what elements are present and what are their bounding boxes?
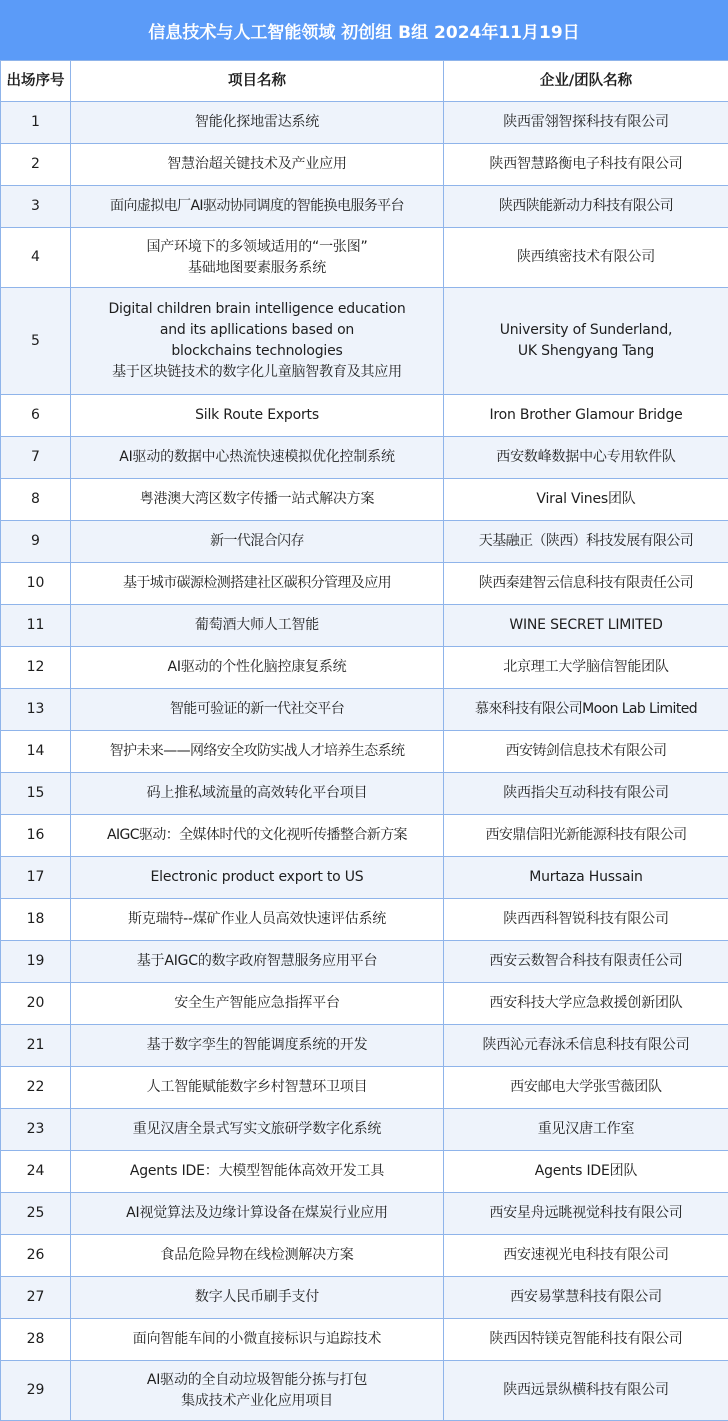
row-project-name: [71, 395, 444, 437]
project-name-line: 智慧治超关键技术及产业应用: [73, 154, 441, 175]
row-order-number: 25: [1, 1193, 71, 1235]
table-row: [1, 1193, 728, 1235]
project-name-line: 码上推私域流量的高效转化平台项目: [73, 783, 441, 804]
project-name-line: 基于区块链技术的数字化儿童脑智教育及其应用: [73, 362, 441, 383]
row-team-name: [444, 521, 728, 563]
row-project-name: [71, 1025, 444, 1067]
header-order: 出场序号: [1, 61, 71, 102]
project-name-line: 集成技术产业化应用项目: [73, 1391, 441, 1412]
row-project-name: [71, 479, 444, 521]
row-team-name: [444, 857, 728, 899]
row-order-number: 11: [1, 605, 71, 647]
table-row: [1, 395, 728, 437]
project-name-line: 新一代混合闪存: [73, 531, 441, 552]
row-project-name: [71, 228, 444, 288]
table-row: [1, 857, 728, 899]
team-name-line: 重见汉唐工作室: [446, 1119, 726, 1140]
row-project-name: [71, 144, 444, 186]
row-order-number: 21: [1, 1025, 71, 1067]
row-order-number: 9: [1, 521, 71, 563]
table-row: [1, 1319, 728, 1361]
project-name-line: AI视觉算法及边缘计算设备在煤炭行业应用: [73, 1203, 441, 1224]
team-name-line: 陕西智慧路衡电子科技有限公司: [446, 154, 726, 175]
table-row: [1, 773, 728, 815]
project-name-line: Agents IDE：大模型智能体高效开发工具: [73, 1161, 441, 1182]
row-project-name: [71, 563, 444, 605]
row-project-name: [71, 1235, 444, 1277]
row-team-name: [444, 1361, 728, 1421]
row-team-name: [444, 647, 728, 689]
table-row: [1, 144, 728, 186]
team-name-line: 陕西因特镁克智能科技有限公司: [446, 1329, 726, 1350]
project-name-line: 面向虚拟电厂AI驱动协同调度的智能换电服务平台: [73, 196, 441, 217]
team-name-line: Agents IDE团队: [446, 1161, 726, 1182]
row-order-number: 7: [1, 437, 71, 479]
project-name-line: 智护未来——网络安全攻防实战人才培养生态系统: [73, 741, 441, 762]
row-team-name: [444, 815, 728, 857]
row-order-number: 1: [1, 102, 71, 144]
row-project-name: [71, 186, 444, 228]
row-project-name: [71, 1193, 444, 1235]
row-order-number: 8: [1, 479, 71, 521]
team-name-line: Murtaza Hussain: [446, 867, 726, 888]
row-project-name: [71, 288, 444, 395]
row-team-name: [444, 228, 728, 288]
table-row: [1, 731, 728, 773]
row-order-number: 2: [1, 144, 71, 186]
row-order-number: 17: [1, 857, 71, 899]
project-name-line: blockchains technologies: [73, 341, 441, 362]
team-name-line: WINE SECRET LIMITED: [446, 615, 726, 636]
project-name-line: Silk Route Exports: [73, 405, 441, 426]
team-name-line: 西安鼎信阳光新能源科技有限公司: [446, 825, 726, 846]
row-project-name: [71, 899, 444, 941]
row-team-name: [444, 1277, 728, 1319]
row-order-number: 6: [1, 395, 71, 437]
project-name-line: 食品危险异物在线检测解决方案: [73, 1245, 441, 1266]
team-name-line: UK Shengyang Tang: [446, 341, 726, 362]
row-team-name: [444, 899, 728, 941]
table-row: [1, 1361, 728, 1421]
table-row: [1, 1151, 728, 1193]
project-name-line: 人工智能赋能数字乡村智慧环卫项目: [73, 1077, 441, 1098]
row-team-name: [444, 563, 728, 605]
row-team-name: [444, 1319, 728, 1361]
row-order-number: 16: [1, 815, 71, 857]
team-name-line: 陕西西科智锐科技有限公司: [446, 909, 726, 930]
project-name-line: 国产环境下的多领域适用的“一张图”: [73, 237, 441, 258]
row-project-name: [71, 983, 444, 1025]
team-name-line: 慕來科技有限公司Moon Lab Limited: [446, 699, 726, 720]
team-name-line: 西安数峰数据中心专用软件队: [446, 447, 726, 468]
table-row: [1, 1025, 728, 1067]
table-row: [1, 1235, 728, 1277]
table-row: [1, 1109, 728, 1151]
table-row: [1, 479, 728, 521]
row-team-name: [444, 1151, 728, 1193]
row-project-name: [71, 1109, 444, 1151]
project-name-line: and its apllications based on: [73, 320, 441, 341]
row-project-name: [71, 1361, 444, 1421]
team-name-line: Viral Vines团队: [446, 489, 726, 510]
row-project-name: [71, 102, 444, 144]
row-order-number: 13: [1, 689, 71, 731]
table-row: [1, 983, 728, 1025]
project-name-line: AI驱动的个性化脑控康复系统: [73, 657, 441, 678]
row-project-name: [71, 941, 444, 983]
team-name-line: 陕西秦建智云信息科技有限责任公司: [446, 573, 726, 594]
row-team-name: [444, 186, 728, 228]
row-order-number: 19: [1, 941, 71, 983]
row-order-number: 26: [1, 1235, 71, 1277]
team-name-line: 西安星舟远眺视觉科技有限公司: [446, 1203, 726, 1224]
row-order-number: 14: [1, 731, 71, 773]
row-order-number: 15: [1, 773, 71, 815]
table-row: [1, 563, 728, 605]
project-name-line: 葡萄酒大师人工智能: [73, 615, 441, 636]
row-team-name: [444, 731, 728, 773]
team-name-line: 陕西缜密技术有限公司: [446, 247, 726, 268]
team-name-line: 西安云数智合科技有限责任公司: [446, 951, 726, 972]
row-team-name: [444, 1067, 728, 1109]
row-order-number: 28: [1, 1319, 71, 1361]
project-name-line: 数字人民币刷手支付: [73, 1287, 441, 1308]
row-project-name: [71, 857, 444, 899]
row-team-name: [444, 395, 728, 437]
project-name-line: AI驱动的全自动垃圾智能分拣与打包: [73, 1370, 441, 1391]
row-project-name: [71, 521, 444, 563]
row-project-name: [71, 1067, 444, 1109]
table-row: [1, 605, 728, 647]
project-name-line: 智能化探地雷达系统: [73, 112, 441, 133]
table-row: [1, 1067, 728, 1109]
project-name-line: 智能可验证的新一代社交平台: [73, 699, 441, 720]
row-project-name: [71, 815, 444, 857]
row-project-name: [71, 1277, 444, 1319]
team-name-line: 陕西陕能新动力科技有限公司: [446, 196, 726, 217]
row-project-name: [71, 731, 444, 773]
table-row: [1, 1277, 728, 1319]
header-row: [1, 61, 728, 102]
table-row: [1, 815, 728, 857]
row-project-name: [71, 1151, 444, 1193]
row-team-name: [444, 1235, 728, 1277]
row-team-name: [444, 144, 728, 186]
table-row: [1, 102, 728, 144]
team-name-line: 陕西指尖互动科技有限公司: [446, 783, 726, 804]
project-name-line: 重见汉唐全景式写实文旅研学数字化系统: [73, 1119, 441, 1140]
project-name-line: 面向智能车间的小微直接标识与追踪技术: [73, 1329, 441, 1350]
project-name-line: 基于数字孪生的智能调度系统的开发: [73, 1035, 441, 1056]
table-row: [1, 647, 728, 689]
row-team-name: [444, 102, 728, 144]
row-team-name: [444, 605, 728, 647]
row-team-name: [444, 983, 728, 1025]
table-row: [1, 437, 728, 479]
table-row: [1, 899, 728, 941]
row-team-name: [444, 689, 728, 731]
team-name-line: 陕西沁元春泳禾信息科技有限公司: [446, 1035, 726, 1056]
page-title: 信息技术与人工智能领域 初创组 B组 2024年11月19日: [0, 0, 728, 60]
row-order-number: 10: [1, 563, 71, 605]
schedule-table: [0, 60, 728, 1421]
row-order-number: 18: [1, 899, 71, 941]
table-row: [1, 941, 728, 983]
row-order-number: 20: [1, 983, 71, 1025]
team-name-line: 北京理工大学脑信智能团队: [446, 657, 726, 678]
team-name-line: 陕西雷翎智探科技有限公司: [446, 112, 726, 133]
row-team-name: [444, 773, 728, 815]
table-row: [1, 288, 728, 395]
project-name-line: 粤港澳大湾区数字传播一站式解决方案: [73, 489, 441, 510]
row-team-name: [444, 437, 728, 479]
row-order-number: 4: [1, 228, 71, 288]
project-name-line: AI驱动的数据中心热流快速模拟优化控制系统: [73, 447, 441, 468]
row-order-number: 5: [1, 288, 71, 395]
row-team-name: [444, 288, 728, 395]
team-name-line: 西安速视光电科技有限公司: [446, 1245, 726, 1266]
header-project: 项目名称: [71, 61, 444, 102]
table-row: [1, 228, 728, 288]
project-name-line: AIGC驱动：全媒体时代的文化视听传播整合新方案: [73, 825, 441, 846]
row-project-name: [71, 1319, 444, 1361]
team-name-line: 天基融正（陕西）科技发展有限公司: [446, 531, 726, 552]
row-order-number: 12: [1, 647, 71, 689]
row-order-number: 3: [1, 186, 71, 228]
project-name-line: 斯克瑞特--煤矿作业人员高效快速评估系统: [73, 909, 441, 930]
row-team-name: [444, 941, 728, 983]
team-name-line: 陕西远景纵横科技有限公司: [446, 1380, 726, 1401]
team-name-line: 西安科技大学应急救援创新团队: [446, 993, 726, 1014]
team-name-line: Iron Brother Glamour Bridge: [446, 405, 726, 426]
team-name-line: 西安易掌慧科技有限公司: [446, 1287, 726, 1308]
project-name-line: 基于AIGC的数字政府智慧服务应用平台: [73, 951, 441, 972]
row-team-name: [444, 1193, 728, 1235]
row-team-name: [444, 479, 728, 521]
row-order-number: 29: [1, 1361, 71, 1421]
project-name-line: 安全生产智能应急指挥平台: [73, 993, 441, 1014]
team-name-line: University of Sunderland,: [446, 320, 726, 341]
project-name-line: Electronic product export to US: [73, 867, 441, 888]
row-project-name: [71, 437, 444, 479]
project-name-line: 基础地图要素服务系统: [73, 258, 441, 279]
row-order-number: 22: [1, 1067, 71, 1109]
table-row: [1, 521, 728, 563]
row-order-number: 23: [1, 1109, 71, 1151]
row-project-name: [71, 647, 444, 689]
row-project-name: [71, 689, 444, 731]
project-name-line: Digital children brain intelligence education: [73, 299, 441, 320]
team-name-line: 西安铸剑信息技术有限公司: [446, 741, 726, 762]
row-project-name: [71, 773, 444, 815]
team-name-line: 西安邮电大学张雪薇团队: [446, 1077, 726, 1098]
table-row: [1, 186, 728, 228]
table-row: [1, 689, 728, 731]
header-team: 企业/团队名称: [444, 61, 728, 102]
project-name-line: 基于城市碳源检测搭建社区碳积分管理及应用: [73, 573, 441, 594]
row-order-number: 24: [1, 1151, 71, 1193]
table-body: [1, 102, 728, 1421]
row-project-name: [71, 605, 444, 647]
row-order-number: 27: [1, 1277, 71, 1319]
row-team-name: [444, 1025, 728, 1067]
row-team-name: [444, 1109, 728, 1151]
